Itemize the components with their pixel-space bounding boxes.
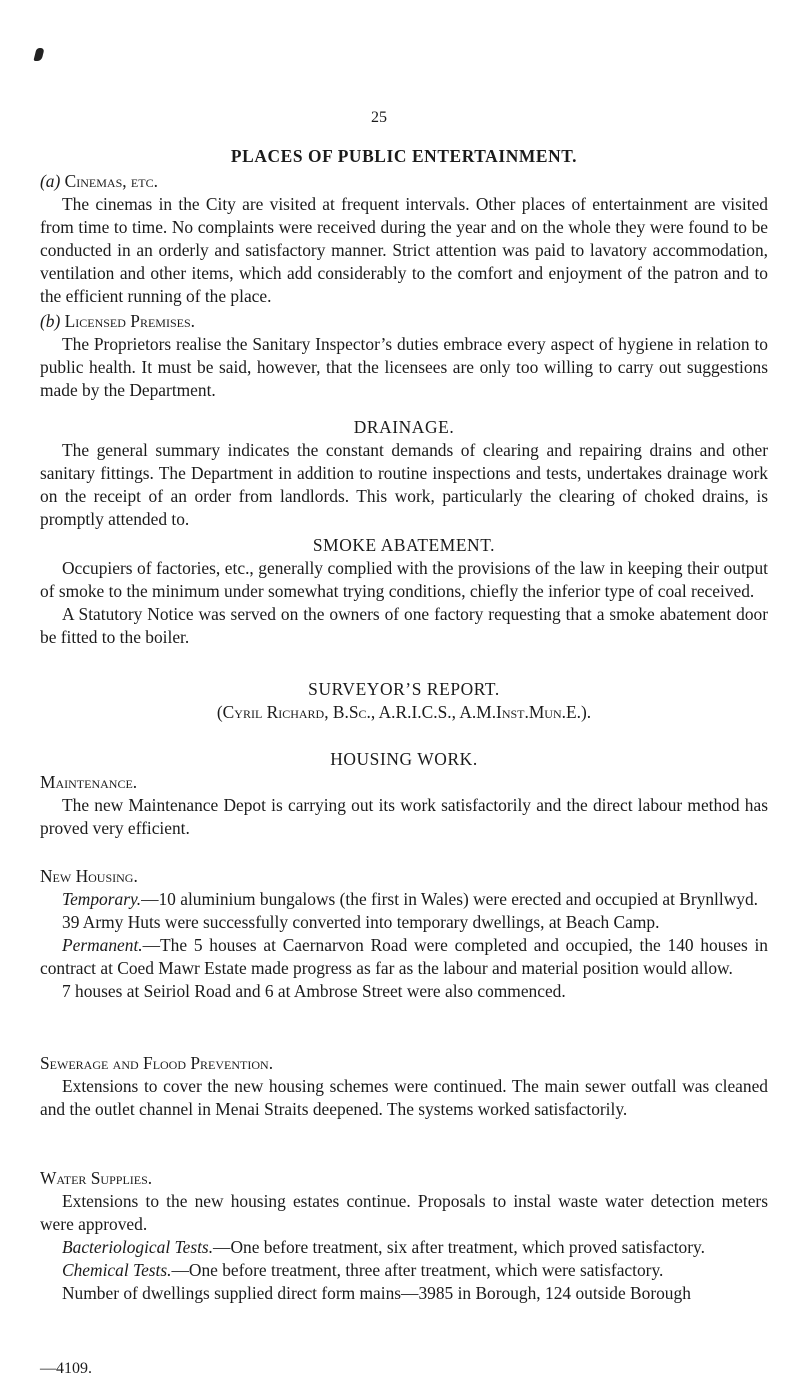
maintenance-text: The new Maintenance Depot is carrying out its work satisfactorily and the direct labour method has proved very efficient.: [40, 795, 768, 838]
smoke-heading: SMOKE ABATEMENT.: [312, 535, 496, 555]
licensed-prefix: (b): [40, 311, 61, 331]
sewerage-label: Sewerage and Flood Prevention.: [40, 1053, 274, 1073]
section-drainage: [40, 416, 768, 531]
subsection-water: [40, 1167, 768, 1305]
ink-blot: [33, 48, 44, 61]
permanent-label: Permanent.: [62, 935, 143, 955]
water-text: Extensions to the new housing estates continue. Proposals to instal waste water detection meters were approved.: [40, 1191, 768, 1234]
water-label: Water Supplies.: [40, 1168, 153, 1188]
subsection-sewerage: [40, 1052, 768, 1121]
section-entertainment: [40, 145, 768, 168]
temporary-text: —10 aluminium bungalows (the first in Wales) were erected and occupied at Brynllwyd.: [141, 889, 759, 909]
page-number: 25: [371, 109, 387, 126]
smoke-text-2: A Statutory Notice was served on the owners of one factory requesting that a smoke abatement door be fitted to the boiler.: [40, 604, 768, 647]
chem-paragraph: [40, 1259, 768, 1282]
section-smoke: [40, 534, 768, 649]
chem-text: —One before treatment, three after treatment, which were satisfactory.: [171, 1260, 664, 1280]
bact-paragraph: [40, 1236, 768, 1259]
licensed-label: Licensed Premises.: [64, 311, 195, 331]
subsection-new-housing: [40, 865, 768, 1003]
footer-code: —4109.: [40, 1360, 92, 1377]
housing-heading: HOUSING WORK.: [330, 749, 478, 769]
temporary-paragraph: [40, 888, 768, 911]
surveyor-heading: SURVEYOR’S REPORT.: [308, 679, 500, 699]
bact-text: —One before treatment, six after treatment, which proved satisfactory.: [213, 1237, 705, 1257]
permanent-text: —The 5 houses at Caernarvon Road were completed and occupied, the 140 houses in contract at Coed Mawr Estate made progress as far as the labour and material position would allow.: [40, 935, 768, 978]
subsection-cinemas: [40, 170, 768, 308]
bact-label: Bacteriological Tests.: [62, 1237, 214, 1257]
page-title: PLACES OF PUBLIC ENTERTAINMENT.: [230, 146, 578, 166]
dwellings-text: Number of dwellings supplied direct form mains—3985 in Borough, 124 outside Borough: [62, 1283, 691, 1303]
section-housing: [40, 748, 768, 840]
drainage-heading: DRAINAGE.: [353, 417, 455, 437]
temporary-label: Temporary.: [62, 889, 142, 909]
subsection-licensed: [40, 310, 768, 402]
surveyor-byline: (Cyril Richard, B.Sc., A.R.I.C.S., A.M.Inst.Mun.E.).: [216, 702, 592, 722]
section-surveyor: [40, 678, 768, 724]
cinemas-label: Cinemas, etc.: [64, 171, 158, 191]
cinemas-prefix: (a): [40, 171, 61, 191]
maintenance-label: Maintenance.: [40, 772, 138, 792]
new-housing-label: New Housing.: [40, 866, 138, 886]
seiriol-text: 7 houses at Seiriol Road and 6 at Ambrose Street were also commenced.: [62, 981, 566, 1001]
chem-label: Chemical Tests.: [62, 1260, 172, 1280]
smoke-text-1: Occupiers of factories, etc., generally complied with the provisions of the law in keeping their output of smoke to the minimum under somewhat trying conditions, chiefly the inferior type of coal received.: [40, 558, 768, 601]
sewerage-text: Extensions to cover the new housing schemes were continued. The main sewer outfall was cleaned and the outlet channel in Menai Straits deepened. The systems worked satisfactorily.: [40, 1076, 768, 1119]
cinemas-text: The cinemas in the City are visited at frequent intervals. Other places of entertainment are visited from time to time. No complaints were received during the year and on the whole they were found to be conducted in an orderly and satisfactory manner. Strict attention was paid to lavatory accommodation, ventilation and other items, which add considerably to the comfort and enjoyment of the patron and to the efficient running of the place.: [40, 194, 768, 306]
permanent-paragraph: [40, 934, 768, 980]
huts-text: 39 Army Huts were successfully converted into temporary dwellings, at Beach Camp.: [62, 912, 660, 932]
licensed-text: The Proprietors realise the Sanitary Inspector’s duties embrace every aspect of hygiene in relation to public health. It must be said, however, that the licensees are only too willing to carry out suggestions made by the Department.: [40, 334, 768, 400]
drainage-text: The general summary indicates the constant demands of clearing and repairing drains and other sanitary fittings. The Department in addition to routine inspections and tests, undertakes drainage work on the receipt of an order from landlords. This work, particularly the clearing of choked drains, is promptly attended to.: [40, 440, 768, 529]
